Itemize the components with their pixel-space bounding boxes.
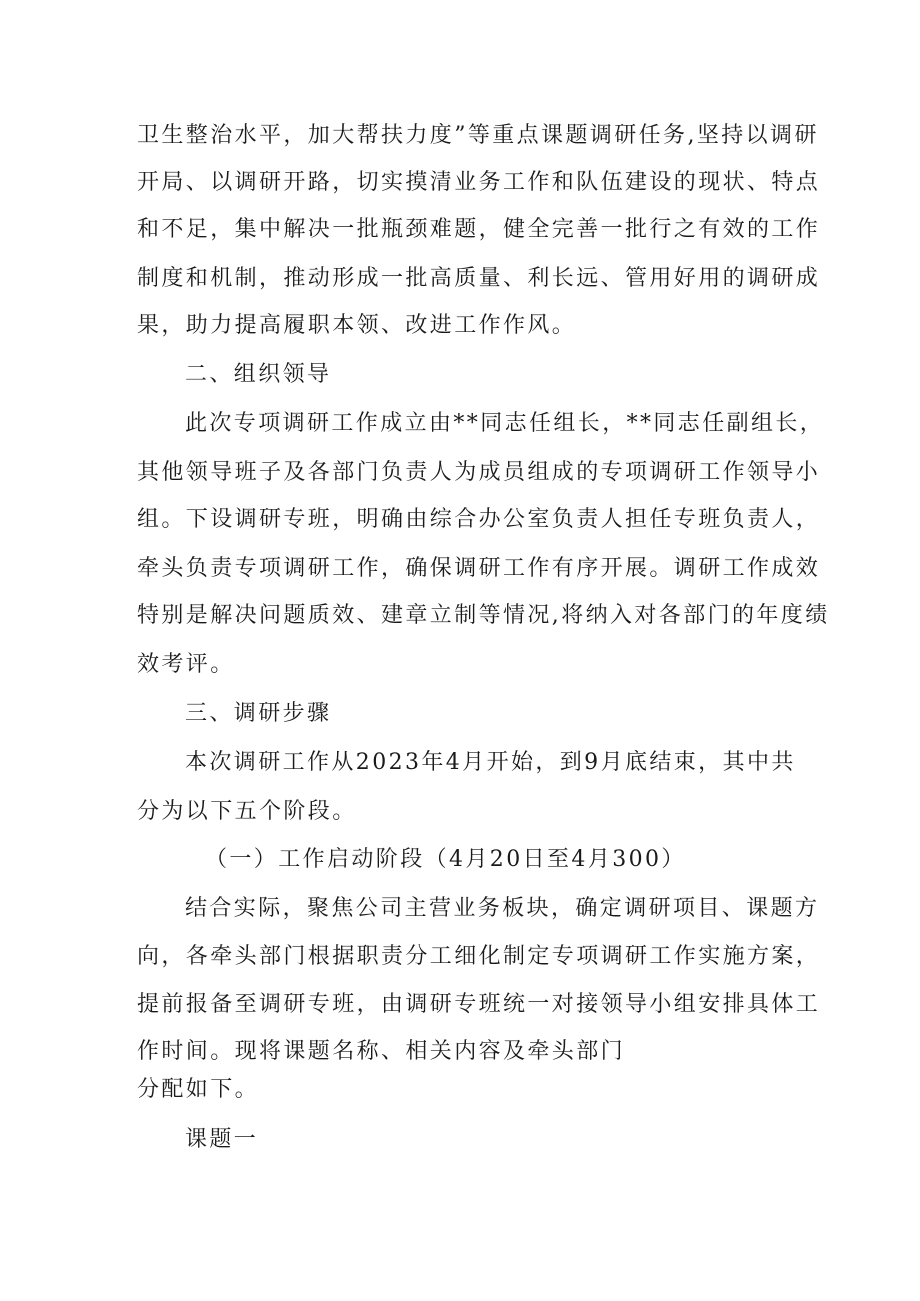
paragraph-line: 特别是解决问题质效、建章立制等情况,将纳入对各部门的年度绩 — [137, 603, 830, 628]
paragraph-line: 本次调研工作从2023年4月开始，到9月底结束，其中共 — [185, 750, 796, 775]
paragraph-line: 开局、以调研开路，切实摸清业务工作和队伍建设的现状、特点 — [137, 170, 821, 195]
paragraph-line: 卫生整治水平，加大帮扶力度”等重点课题调研任务,坚持以调研 — [137, 123, 819, 148]
paragraph-line: 果，助力提高履职本领、改进工作作风。 — [137, 313, 577, 338]
paragraph-line: 结合实际，聚焦公司主营业务板块，确定调研项目、课题方 — [185, 896, 820, 921]
paragraph-line: 牵头负责专项调研工作，确保调研工作有序开展。调研工作成效 — [137, 556, 821, 581]
paragraph-line: 组。下设调研专班，明确由综合办公室负责人担任专班负责人， — [137, 507, 821, 532]
subsection-heading: （一）工作启动阶段（4月20日至4月300） — [205, 847, 686, 872]
paragraph-line: 效考评。 — [137, 652, 235, 677]
paragraph-line: 分配如下。 — [137, 1077, 260, 1102]
paragraph-line: 其他领导班子及各部门负责人为成员组成的专项调研工作领导小 — [137, 460, 821, 485]
paragraph-line: 作时间。现将课题名称、相关内容及牵头部门 — [137, 1039, 626, 1064]
section-heading: 二、组织领导 — [185, 362, 332, 387]
paragraph-line: 向，各牵头部门根据职责分工细化制定专项调研工作实施方案， — [137, 944, 821, 969]
topic-heading: 课题一 — [185, 1127, 259, 1152]
paragraph-line: 制度和机制，推动形成一批高质量、利长远、管用好用的调研成 — [137, 266, 821, 291]
paragraph-line: 提前报备至调研专班，由调研专班统一对接领导小组安排具体工 — [137, 992, 821, 1017]
section-heading: 三、调研步骤 — [185, 701, 332, 726]
paragraph-line: 和不足，集中解决一批瓶颈难题，健全完善一批行之有效的工作 — [137, 217, 821, 242]
paragraph-line: 分为以下五个阶段。 — [137, 799, 357, 824]
paragraph-line: 此次专项调研工作成立由**同志任组长，**同志任副组长， — [185, 411, 825, 436]
